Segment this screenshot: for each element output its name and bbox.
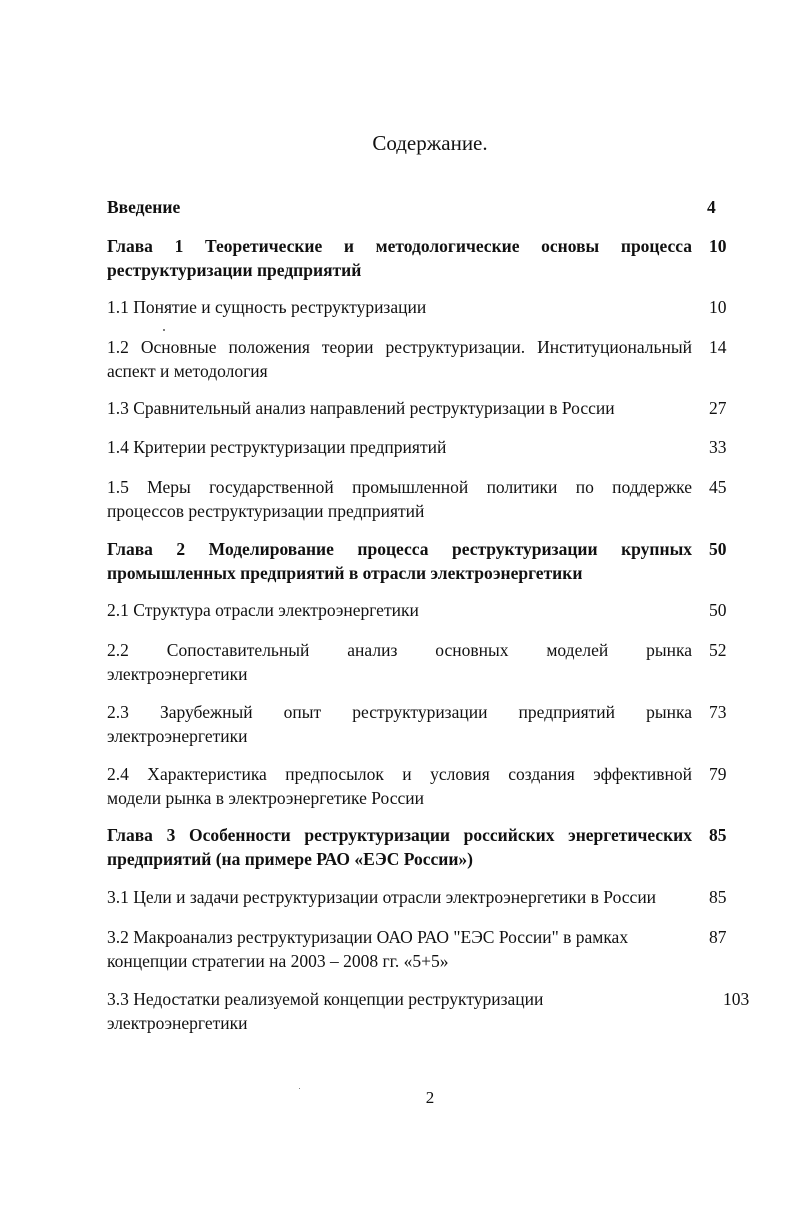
toc-entry-title-line-1: 3.3 Недостатки реализуемой концепции реструктуризации [107,989,544,1009]
toc-entry-page: 87 [709,927,727,947]
toc-entry-title-line-1: Глава 3 Особенности реструктуризации российских энергетических [107,825,692,845]
toc-entry-title: 2.1 Структура отрасли электроэнергетики [107,600,419,620]
toc-entry-page: 50 [709,600,727,620]
toc-entry-title-line-2: электроэнергетики [107,664,248,684]
toc-entry-page: 52 [709,640,727,660]
toc-entry-title-line-2: модели рынка в электроэнергетике России [107,788,424,808]
toc-entry-title: 1.4 Критерии реструктуризации предприятий [107,437,447,457]
toc-entry-title-line-1: 2.2 Сопоставительный анализ основных моделей рынка [107,640,692,660]
page-title: Содержание. [372,131,488,155]
toc-entry-title-line-2: реструктуризации предприятий [107,260,362,280]
toc-entry-page: 50 [709,539,727,559]
toc-entry-title-line-2: электроэнергетики [107,1013,248,1033]
toc-entry-page: 10 [709,236,727,256]
toc-entry-title-line-2: электроэнергетики [107,726,248,746]
toc-entry-page: 33 [709,437,727,457]
toc-entry-title-line-2: промышленных предприятий в отрасли электроэнергетики [107,563,583,583]
toc-entry-title-line-2: концепции стратегии на 2003 – 2008 гг. «5+5» [107,951,449,971]
scan-speck [163,329,165,331]
toc-entry-title-line-1: 2.3 Зарубежный опыт реструктуризации предприятий рынка [107,702,692,722]
toc-entry-page: 79 [709,764,727,784]
toc-entry-title-line-1: 1.2 Основные положения теории реструктуризации. Институциональный [107,337,692,357]
toc-entry-page: 103 [723,989,750,1009]
scan-speck [299,1088,300,1089]
toc-entry-title-line-2: процессов реструктуризации предприятий [107,501,425,521]
toc-entry-title-line-1: 2.4 Характеристика предпосылок и условия создания эффективной [107,764,692,784]
toc-entry-title: 1.3 Сравнительный анализ направлений реструктуризации в России [107,398,615,418]
toc-entry-page: 27 [709,398,727,418]
toc-entry-title-line-2: предприятий (на примере РАО «ЕЭС России») [107,849,473,869]
toc-entry-page: 45 [709,477,727,497]
toc-entry-title-line-1: 3.2 Макроанализ реструктуризации ОАО РАО "ЕЭС России" в рамках [107,927,629,947]
toc-entry-title-line-1: Глава 2 Моделирование процесса реструктуризации крупных [107,539,692,559]
toc-entry-page: 85 [709,887,727,907]
toc-entry-title: 3.1 Цели и задачи реструктуризации отрасли электроэнергетики в России [107,887,657,907]
toc-entry-title: 1.1 Понятие и сущность реструктуризации [107,297,427,317]
page-number: 2 [425,1088,435,1107]
toc-entry-page: 4 [707,197,716,217]
toc-entry-page: 73 [709,702,727,722]
toc-entry-title-line-2: аспект и методология [107,361,268,381]
toc-entry-title: Введение [107,197,181,217]
toc-entry-page: 10 [709,297,727,317]
toc-entry-page: 85 [709,825,727,845]
toc-entry-title-line-1: Глава 1 Теоретические и методологические основы процесса [107,236,692,256]
toc-entry-title-line-1: 1.5 Меры государственной промышленной политики по поддержке [107,477,692,497]
toc-entry-page: 14 [709,337,727,357]
